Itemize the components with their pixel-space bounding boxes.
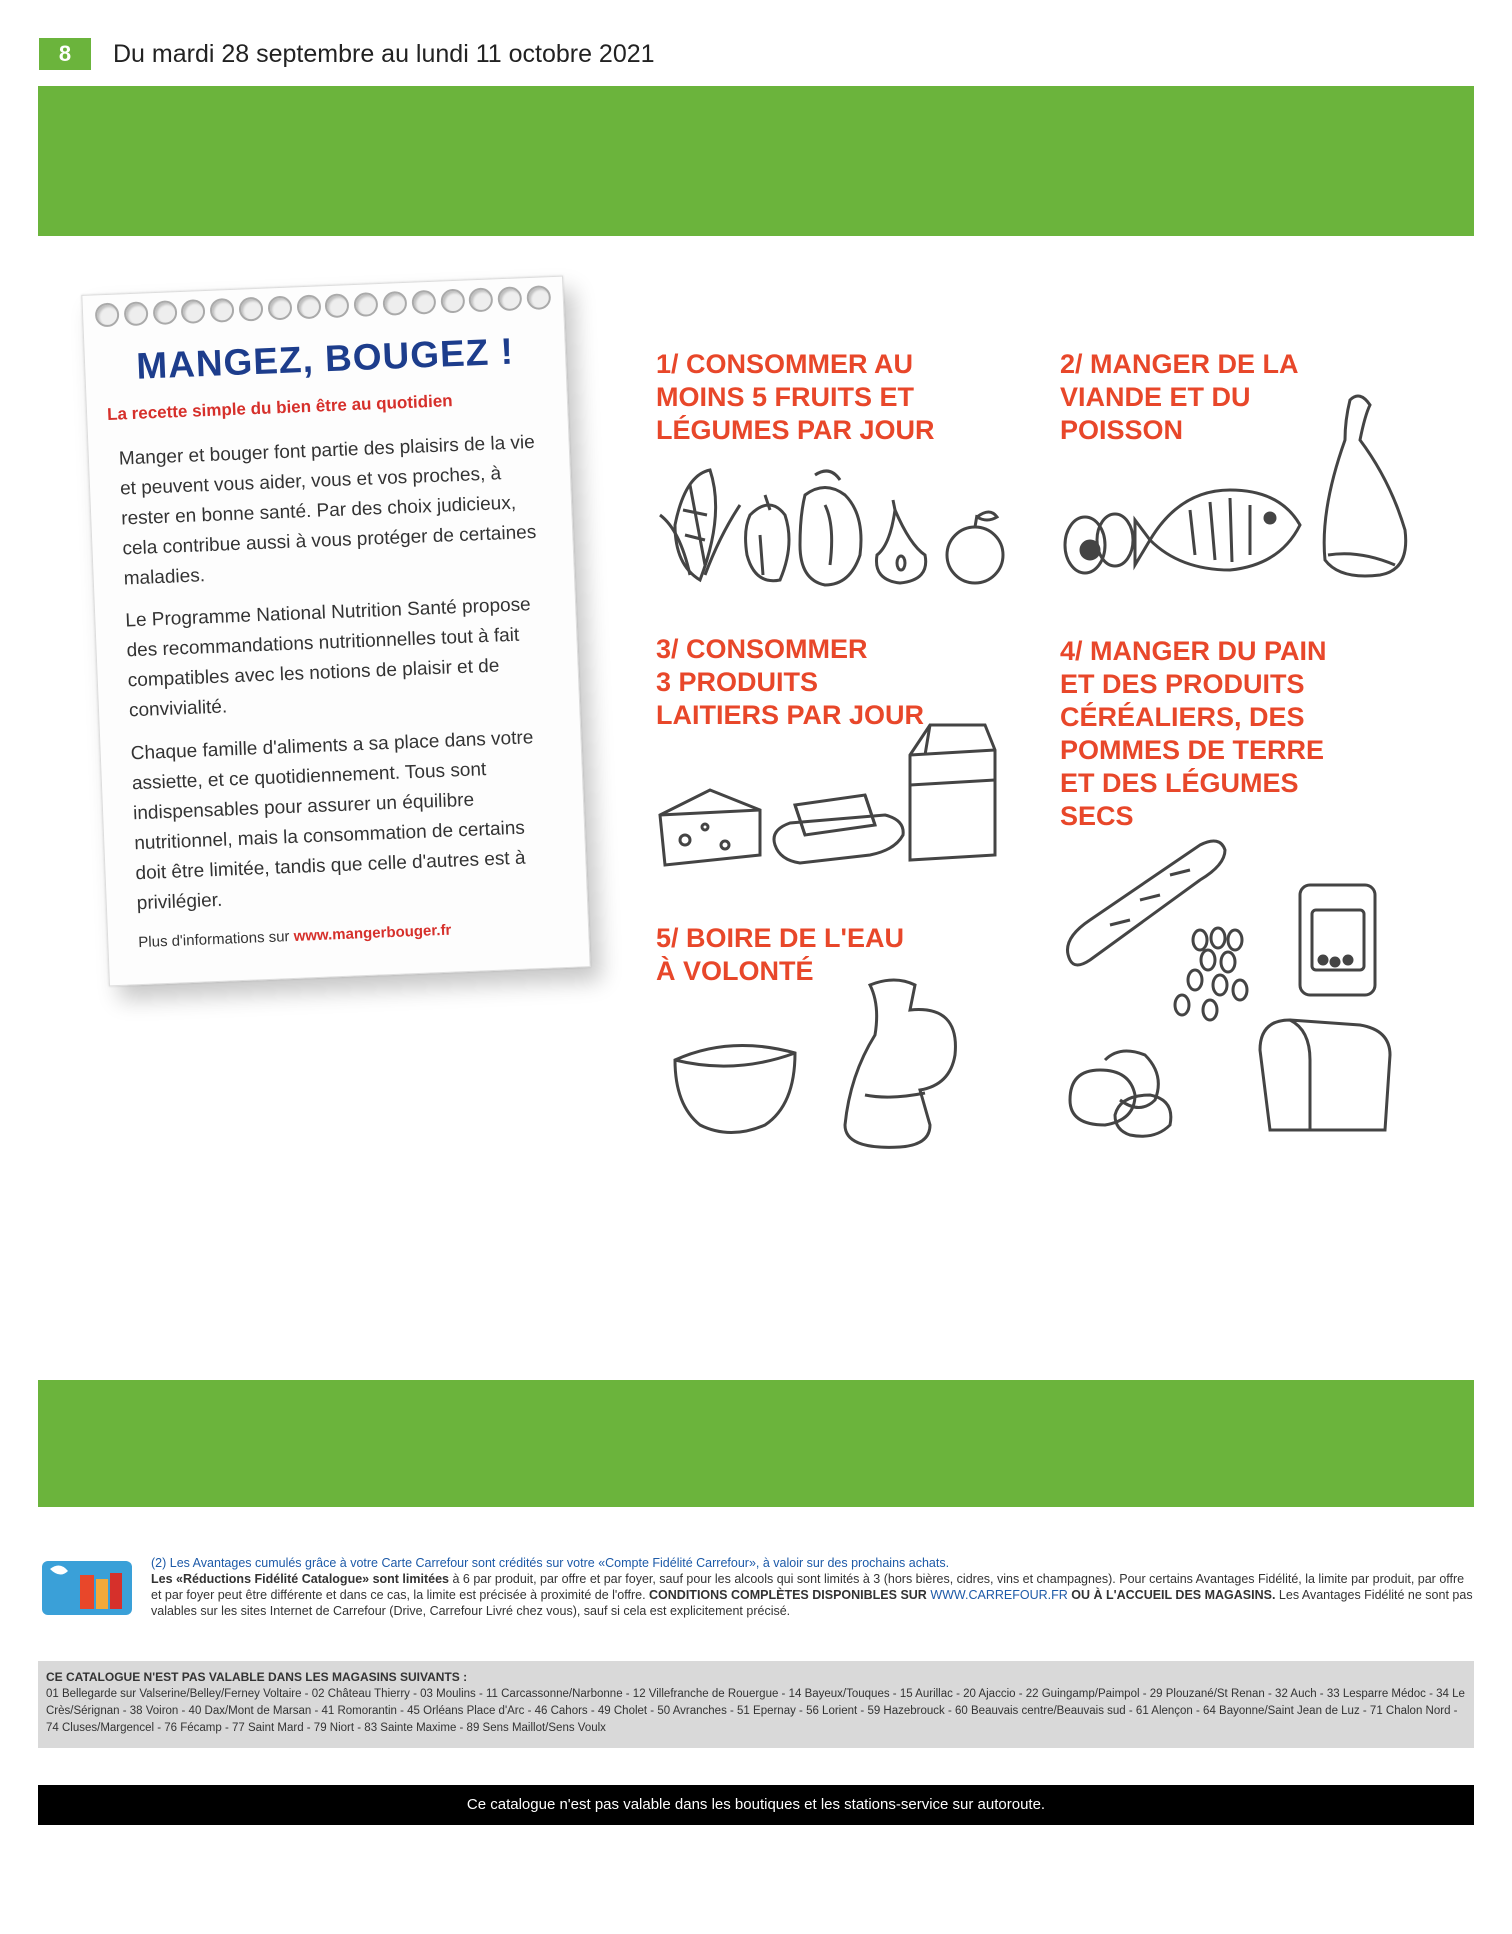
card-title: MANGEZ, BOUGEZ ! [135, 330, 515, 387]
excluded-stores-box [38, 1661, 1474, 1748]
card-paragraph-2: Le Programme National Nutrition Santé propose des recommandations nutritionnelles tout à fait compatibles avec les notions de plaisir et de convivialité. [125, 594, 532, 722]
top-green-banner [38, 86, 1474, 236]
legal-text-a: à 6 par produit, par offre et par foyer, sauf pour les alcools qui sont limités à 3 (hors bières, cidres, vins et champagnes). Pour certains Avantages Fidélité, la limite par produit, par offre et par foyer peut être différente et dans ce cas, la limite est précisée à proximité de l'offre. [151, 1572, 1465, 1602]
tip-line: À VOLONTÉ [656, 956, 814, 986]
tip-line: 2/ MANGER DE LA [1060, 349, 1299, 379]
tip-line: POISSON [1060, 415, 1184, 445]
info-card [81, 276, 590, 987]
tip-1-heading [656, 348, 935, 447]
card-paragraph-1: Manger et bouger font partie des plaisirs de la vie et peuvent vous aider, vous et vos proches, à rester en bonne santé. Par des choix judicieux, cela contribue aussi à vous protéger de certaines maladies. [118, 431, 537, 590]
tip-4-heading [1060, 635, 1327, 833]
legal-conditions: CONDITIONS COMPLÈTES DISPONIBLES SUR [649, 1588, 927, 1602]
bread-cereals-icon [1060, 830, 1420, 1150]
notepad-rings [95, 285, 552, 327]
legal-accueil: OU À L'ACCUEIL DES MAGASINS. [1071, 1588, 1276, 1602]
legal-line-1: (2) Les Avantages cumulés grâce à votre Carte Carrefour sont crédités sur votre «Compte Fidélité Carrefour», à valoir sur des prochains achats. [151, 1556, 950, 1570]
card-more-info [138, 922, 452, 952]
tip-line: LÉGUMES PAR JOUR [656, 415, 935, 445]
tip-line: POMMES DE TERRE [1060, 735, 1325, 765]
tip-line: LAITIERS PAR JOUR [656, 700, 925, 730]
date-range: Du mardi 28 septembre au lundi 11 octobre 2021 [113, 40, 655, 68]
tip-line: CÉRÉALIERS, DES [1060, 702, 1305, 732]
stores-list: 01 Bellegarde sur Valserine/Belley/Ferney Voltaire - 02 Château Thierry - 03 Moulins - 11 Carcassonne/Narbonne - 12 Villefranche de Rouergue - 14 Bayeux/Touques - 15 Aurillac - 20 Ajaccio - 22 Guingamp/Paimpol - 29 Plouzané/St Renan - 32 Auch - 33 Lesparre Médoc - 34 Le Crès/Sérignan - 38 Voiron - 40 Dax/Mont de Marsan - 41 Romorantin - 45 Orléans Place d'Arc - 46 Cahors - 49 Cholet - 50 Avranches - 51 Epernay - 56 Lorient - 59 Hazebrouck - 60 Beauvais centre/Beauvais sud - 61 Alençon - 64 Bayonne/Saint Jean de Luz - 71 Chalon Nord - 74 Cluses/Margencel - 76 Fécamp - 77 Saint Mard - 79 Niort - 83 Sainte Maxime - 89 Sens Maillot/Sens Voulx [46, 1688, 1465, 1734]
tip-line: ET DES LÉGUMES [1060, 768, 1299, 798]
meat-fish-icon [1060, 390, 1420, 590]
fruits-vegetables-icon [655, 455, 1015, 590]
mangerbouger-link[interactable]: www.mangerbouger.fr [293, 921, 452, 945]
bottom-notice-bar: Ce catalogue n'est pas valable dans les boutiques et les stations-service sur autoroute. [38, 1785, 1474, 1825]
tip-line: 4/ MANGER DU PAIN [1060, 636, 1327, 666]
legal-notice [151, 1555, 1473, 1619]
water-icon [670, 975, 1000, 1155]
tip-line: 3 PRODUITS [656, 667, 819, 697]
tip-line: 5/ BOIRE DE L'EAU [656, 923, 904, 953]
legal-text-b: Les Avantages Fidélité ne sont pas valables sur les sites Internet de Carrefour (Drive, Carrefour Livré chez vous), sauf si cela est explicitement précisé. [151, 1588, 1473, 1618]
tip-line: VIANDE ET DU [1060, 382, 1251, 412]
card-subtitle: La recette simple du bien être au quotidien [106, 391, 453, 425]
legal-line-2 [151, 1571, 1473, 1619]
stores-title: CE CATALOGUE N'EST PAS VALABLE DANS LES MAGASINS SUIVANTS : [46, 1670, 468, 1684]
more-info-label: Plus d'informations sur [138, 928, 290, 952]
card-paragraph-3: Chaque famille d'aliments a sa place dans votre assiette, et ce quotidiennement. Tous sont indispensables pour assurer un équilibre nutritionnel, mais la consommation de certains doit être limitée, tandis que celle d'autres est à privilégier. [130, 727, 534, 915]
tip-line: SECS [1060, 801, 1134, 831]
page-number: 8 [39, 38, 91, 70]
tip-line: MOINS 5 FRUITS ET [656, 382, 915, 412]
carrefour-card-icon [40, 1557, 138, 1619]
bottom-green-banner [38, 1380, 1474, 1507]
legal-bold-intro: Les «Réductions Fidélité Catalogue» sont limitées [151, 1572, 449, 1586]
tip-line: ET DES PRODUITS [1060, 669, 1305, 699]
carrefour-site-link[interactable]: WWW.CARREFOUR.FR [926, 1588, 1072, 1602]
dairy-icon [655, 715, 1015, 870]
tip-line: 3/ CONSOMMER [656, 634, 868, 664]
tip-line: 1/ CONSOMMER AU [656, 349, 914, 379]
